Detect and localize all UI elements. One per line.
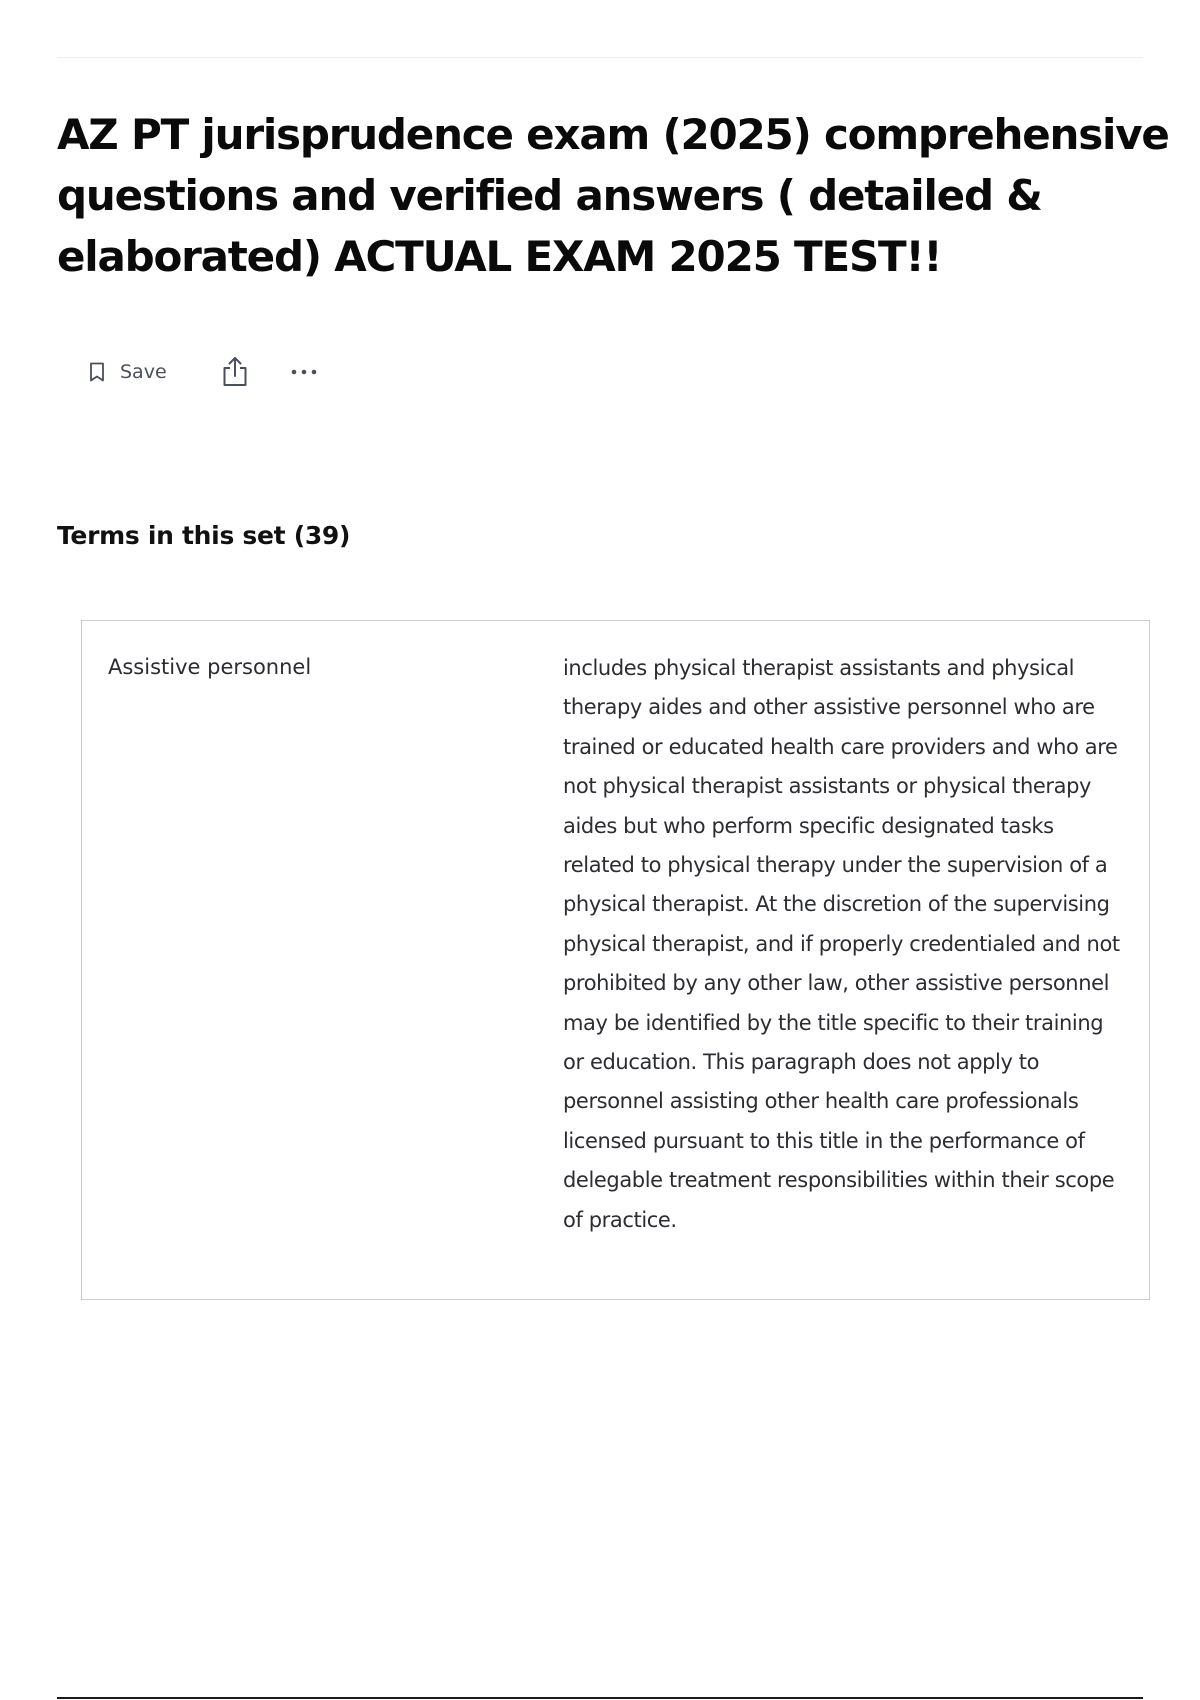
term-definition: includes physical therapist assistants and physical therapy aides and other assistive personnel who are trained or educated health care providers and who are not physical therapist assistants or physical therapy aides but who perform specific designated tasks related to physical therapy under the supervision of a physical therapist. At the discretion of the supervising physical therapist, and if properly credentialed and not prohibited by any other law, other assistive personnel may be identified by the title specific to their training or education. This paragraph does not apply to personnel assisting other health care professionals licensed pursuant to this title in the performance of delegable treatment responsibilities within their scope of practice. [563, 656, 1120, 1232]
save-button[interactable] [78, 352, 177, 392]
set-toolbar [78, 350, 326, 394]
bottom-divider [57, 1697, 1143, 1699]
save-button-label: Save [120, 361, 167, 383]
more-options-icon [288, 365, 320, 380]
more-options-button[interactable] [282, 350, 326, 394]
share-icon [220, 354, 250, 391]
top-divider [57, 57, 1143, 58]
term-card [81, 620, 1150, 1300]
page-title: AZ PT jurisprudence exam (2025) comprehensive questions and verified answers ( detailed & elaborated) ACTUAL EXAM 2025 TEST!! [57, 110, 1169, 281]
term-word: Assistive personnel [108, 655, 312, 679]
terms-section-heading: Terms in this set (39) [57, 521, 351, 550]
share-button[interactable] [213, 350, 257, 394]
bookmark-icon [88, 361, 106, 383]
